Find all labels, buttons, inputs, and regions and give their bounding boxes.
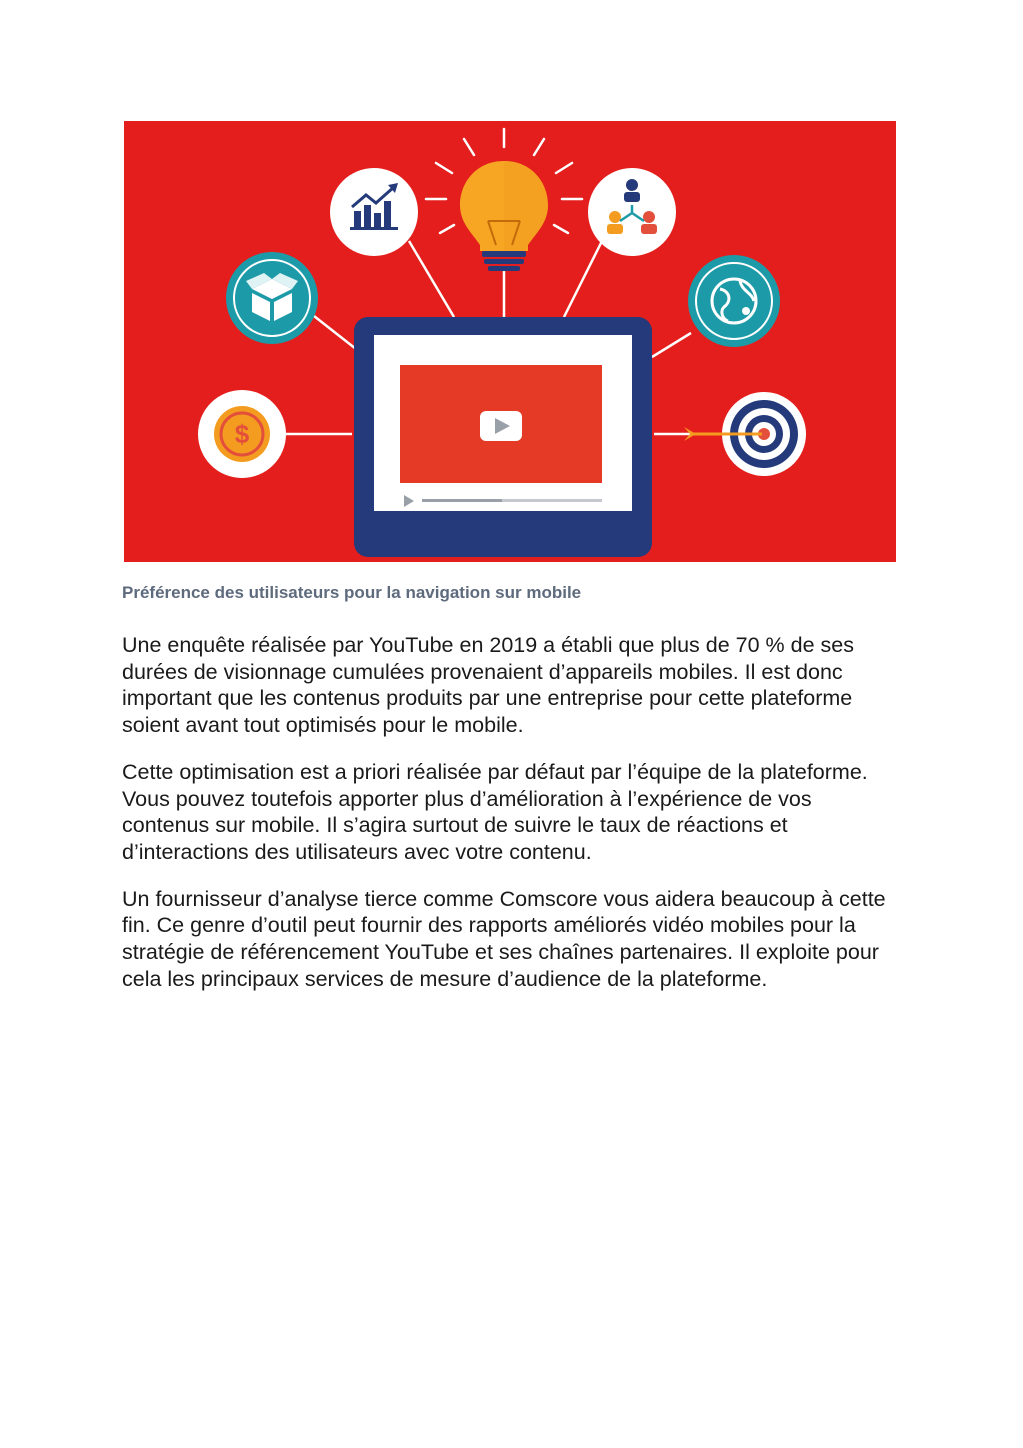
paragraph-3: Un fournisseur d’analyse tierce comme Comscore vous aidera beaucoup à cette fin. Ce genre d’outil peut fournir des rapports améliorés vidéo mobiles pour la stratégie de référencement YouTube et ses chaînes partenaires. Il exploite pour cela les principaux services de mesure d’audience de la plateforme. xyxy=(122,886,886,991)
box-icon xyxy=(226,252,318,344)
paragraph-2: Cette optimisation est a priori réalisée par défaut par l’équipe de la plateforme. Vous pouvez toutefois apporter plus d’amélioration à l’expérience de vos contenus sur mobile. Il s’agira surtout de suivre le taux de réactions et d’interactions des utilisateurs avec votre contenu. xyxy=(122,759,868,864)
article-body xyxy=(122,632,902,1012)
paragraph-1: Une enquête réalisée par YouTube en 2019 a établi que plus de 70 % de ses durées de visionnage cumulées provenaient d’appareils mobiles. Il est donc important que les contenus produits par une entreprise pour cette plateforme soient avant tout optimisés pour le mobile. xyxy=(122,633,854,738)
dollar-coin-icon xyxy=(198,390,286,478)
svg-text:$: $ xyxy=(234,419,250,449)
illustration xyxy=(124,121,896,562)
play-icon xyxy=(480,411,522,441)
figure-caption: Préférence des utilisateurs pour la navigation sur mobile xyxy=(122,583,582,602)
team-icon xyxy=(588,168,676,256)
globe-icon xyxy=(688,255,780,347)
growth-chart-icon xyxy=(330,168,418,256)
tablet-device xyxy=(354,317,652,557)
